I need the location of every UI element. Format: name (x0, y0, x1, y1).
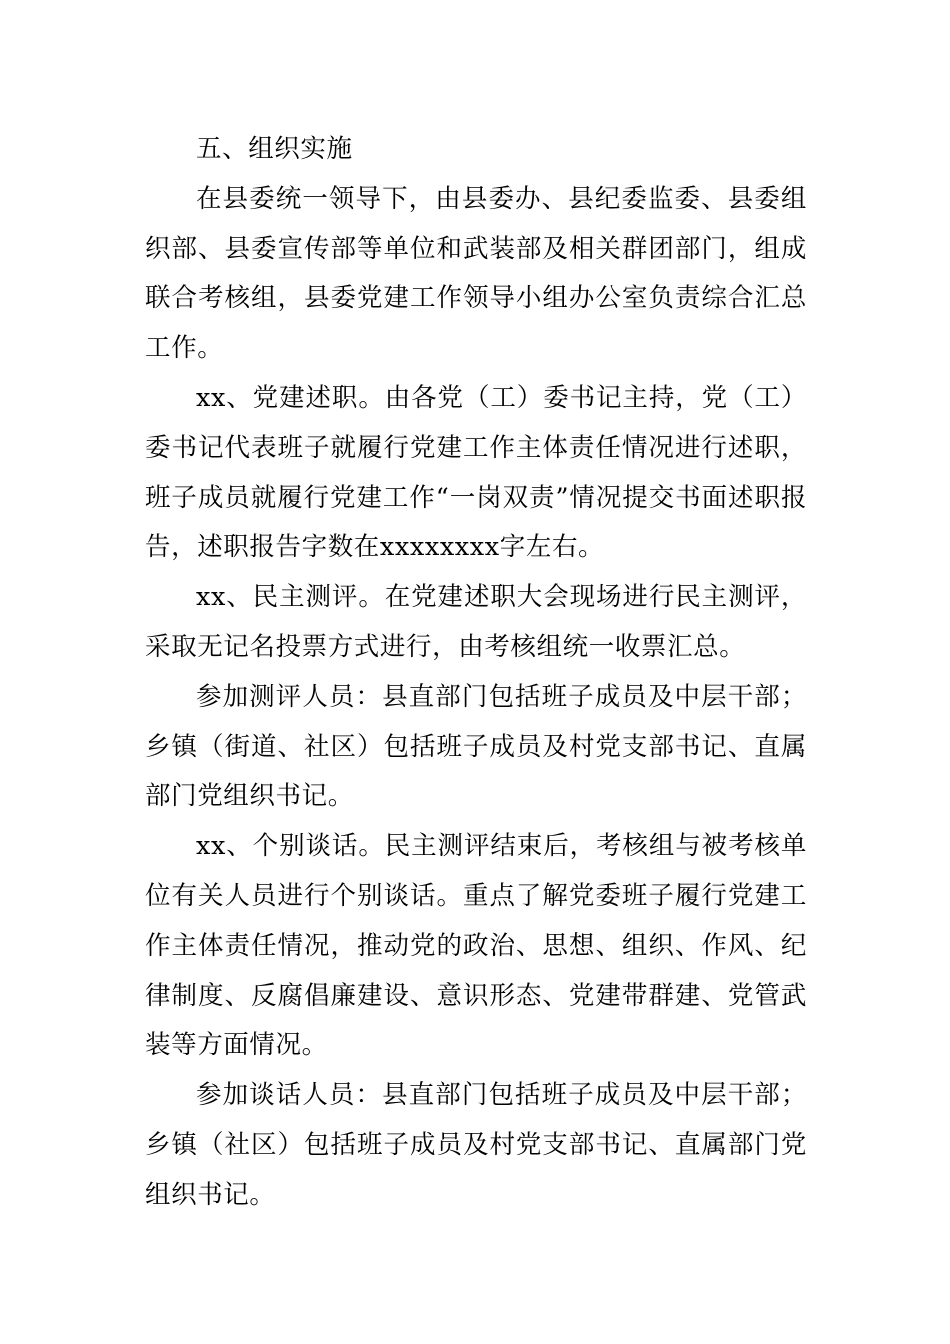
section-heading: 五、组织实施 (196, 134, 353, 164)
paragraph-individual-talks: xx、个别谈话。民主测评结束后，考核组与被考核单位有关人员进行个别谈话。重点了解党委班子履行党建工作主体责任情况，推动党的政治、思想、组织、作风、纪律制度、反腐倡廉建设、意识形态、党建带群建、党管武装等方面情况。 (145, 831, 807, 1061)
paragraph-talk-participants: 参加谈话人员：县直部门包括班子成员及中层干部；乡镇（社区）包括班子成员及村党支部书记、直属部门党组织书记。 (145, 1080, 807, 1210)
paragraph-party-building-report: xx、党建述职。由各党（工）委书记主持，党（工）委书记代表班子就履行党建工作主体责任情况进行述职，班子成员就履行党建工作“一岗双责”情况提交书面述职报告，述职报告字数在xxxxxxxx字左右。 (145, 382, 807, 563)
paragraph-evaluation-participants: 参加测评人员：县直部门包括班子成员及中层干部；乡镇（街道、社区）包括班子成员及村党支部书记、直属部门党组织书记。 (145, 681, 807, 812)
paragraph-democratic-evaluation: xx、民主测评。在党建述职大会现场进行民主测评，采取无记名投票方式进行，由考核组统一收票汇总。 (145, 582, 807, 662)
document-body (145, 125, 807, 1221)
paragraph-organization: 在县委统一领导下，由县委办、县纪委监委、县委组织部、县委宣传部等单位和武装部及相关群团部门，组成联合考核组，县委党建工作领导小组办公室负责综合汇总工作。 (145, 183, 807, 364)
